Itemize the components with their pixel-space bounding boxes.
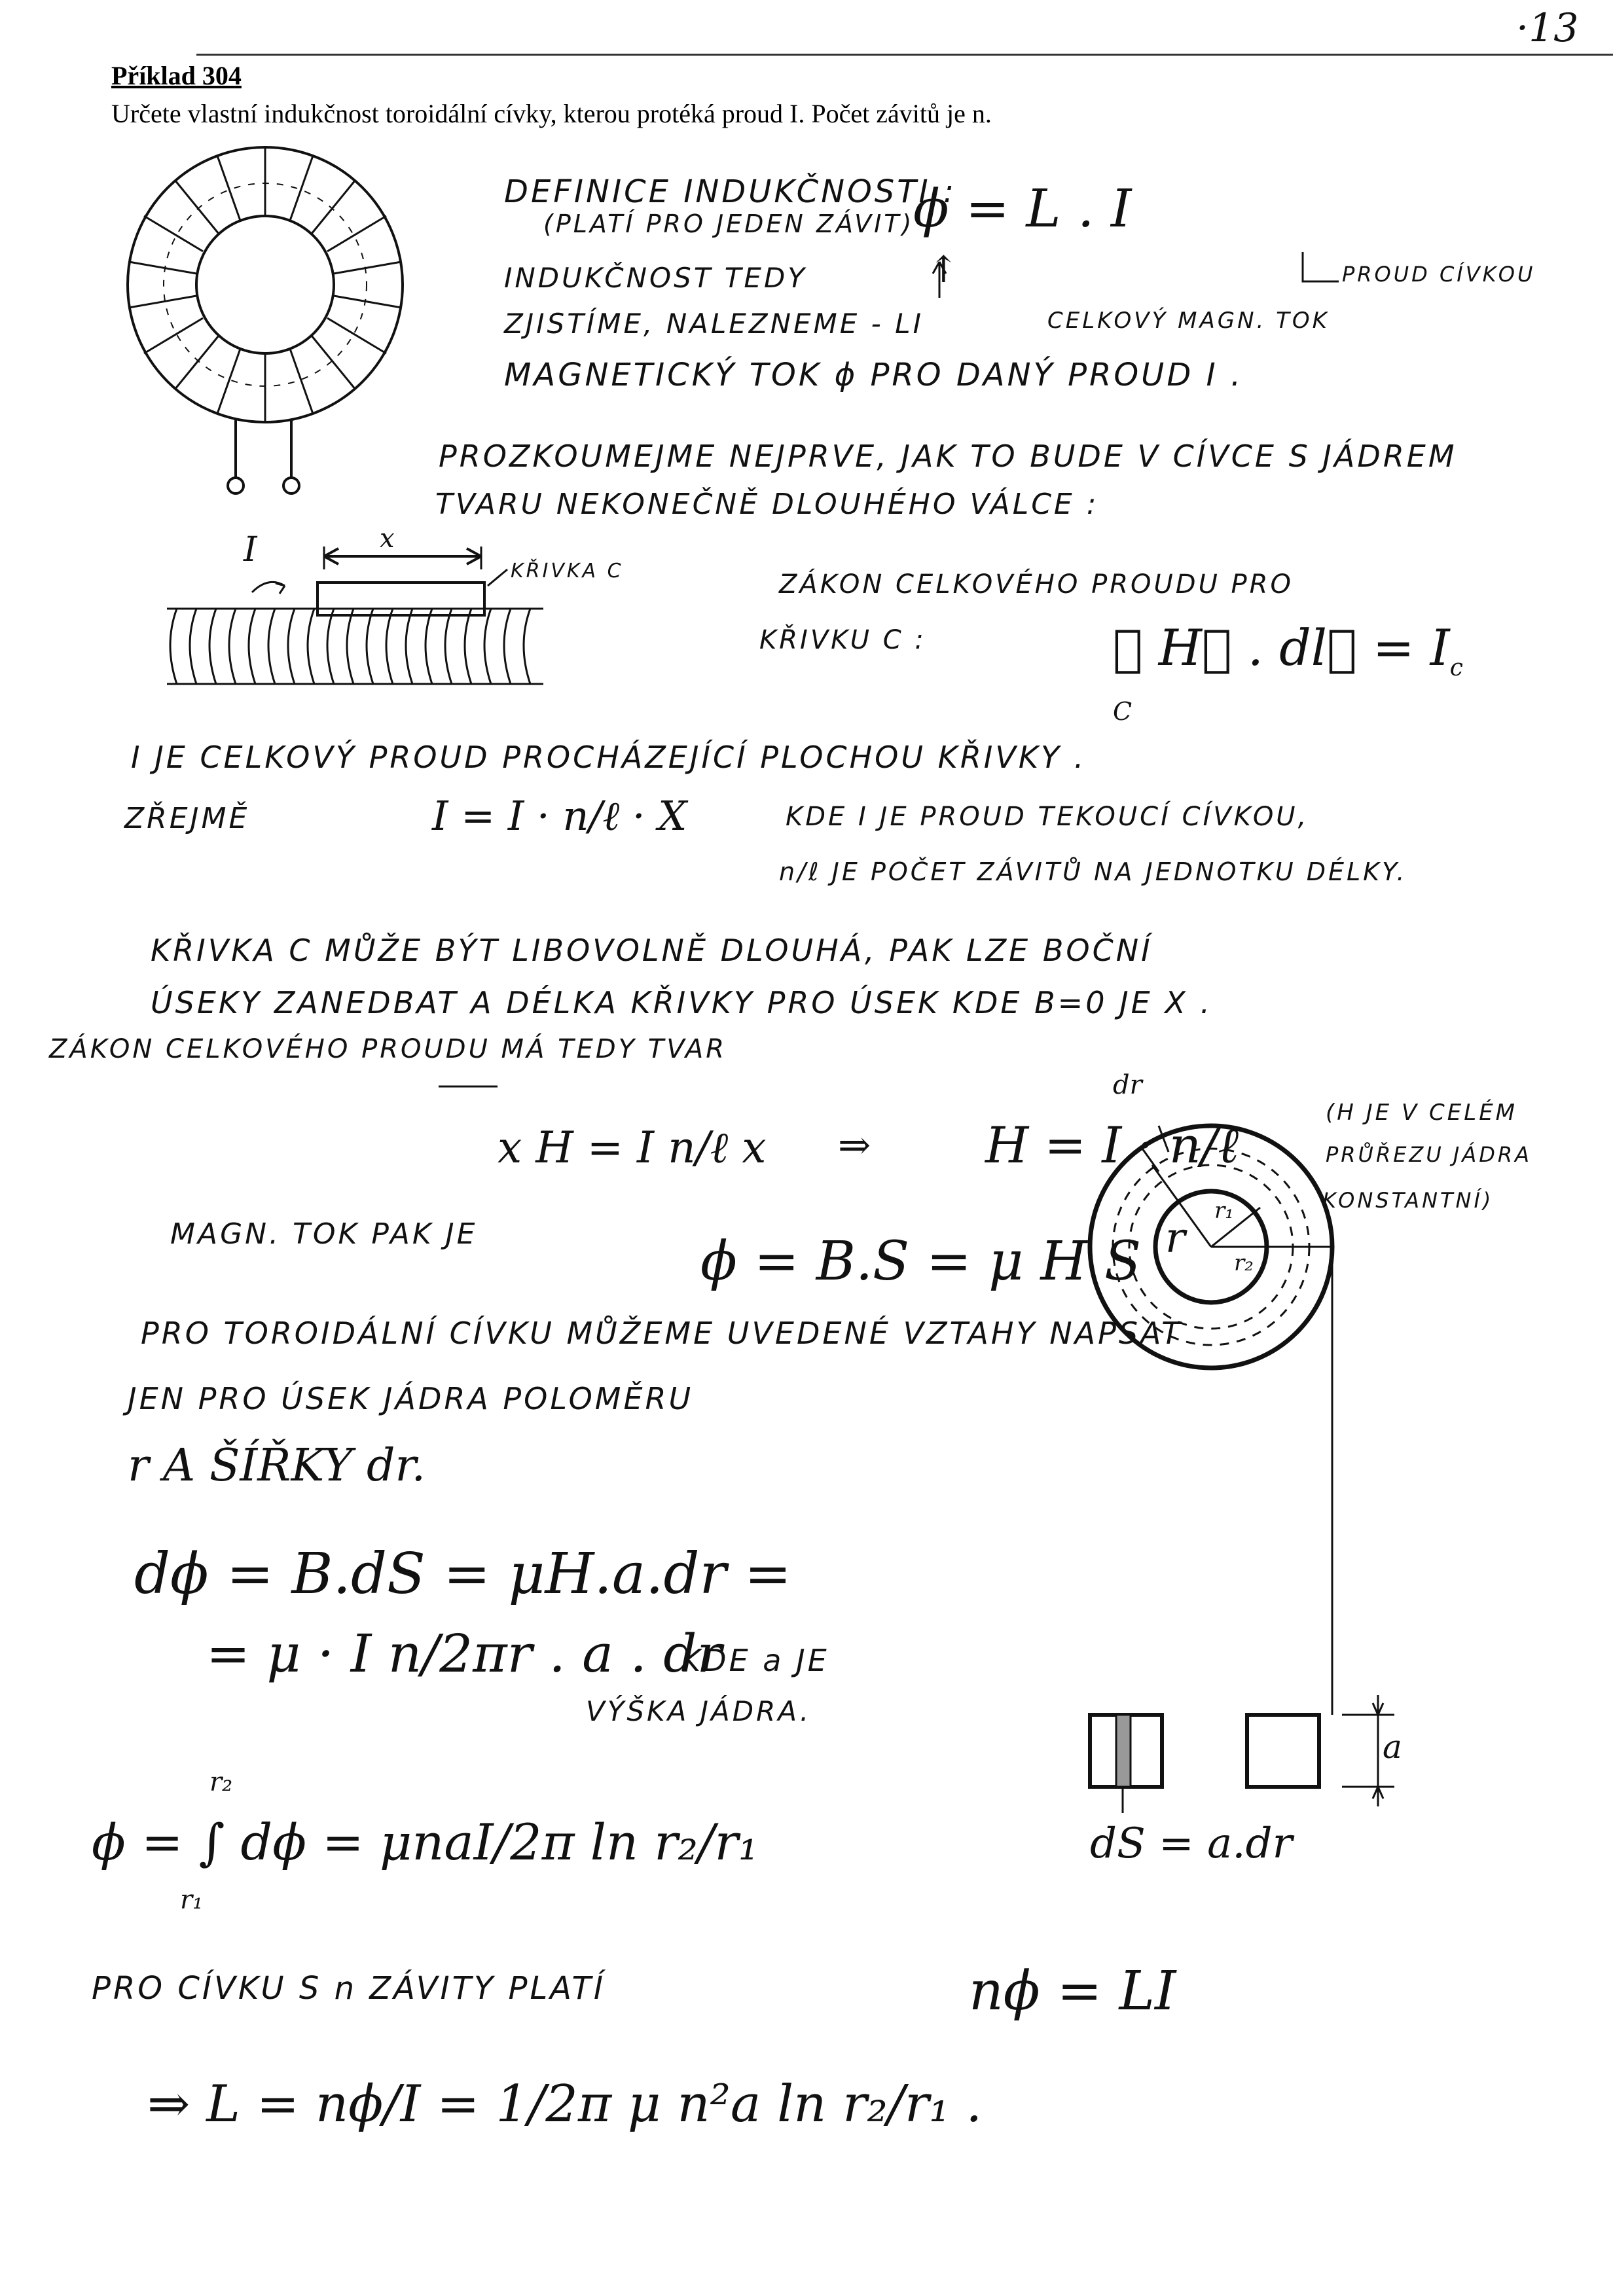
text-magnetic-flux: MAGNETICKÝ TOK ϕ PRO DANÝ PROUD I . [504, 357, 1244, 393]
page-number: ·13 [1516, 5, 1579, 51]
note-h-constant-1: (H JE V CELÉM [1326, 1100, 1518, 1126]
toroid-top-view-diagram [1090, 1126, 1332, 1715]
task-text: Určete vlastní indukčnost toroidální cívky, kterou protéká proud I. Počet závitů je n. [111, 99, 992, 128]
label-ds: dS = a.dr [1090, 1820, 1293, 1868]
text-definition-note: (PLATÍ PRO JEDEN ZÁVIT) [543, 209, 915, 238]
text-curve-c: KŘIVKU C : [759, 625, 926, 655]
text-coil-n-turns: PRO CÍVKU S n ZÁVITY PLATÍ [92, 1970, 606, 2007]
label-height-a: a [1383, 1728, 1402, 1766]
core-cross-section-diagram [1090, 1695, 1394, 1813]
equation-xh: x H = I n/ℓ x [498, 1122, 767, 1173]
equation-flux-definition: ϕ = L . I [913, 178, 1132, 239]
note-h-constant-3: KONSTANTNÍ) [1322, 1188, 1494, 1213]
equation-ampere-contour: C [1113, 697, 1133, 726]
text-definition: DEFINICE INDUKČNOSTI : [504, 173, 957, 210]
equation-n-flux: nϕ = LI [969, 1960, 1176, 2022]
example-title: Příklad 304 [111, 61, 242, 90]
text-ampere-law: ZÁKON CELKOVÉHO PROUDU PRO [779, 569, 1294, 600]
label-r: r [1165, 1214, 1186, 1263]
equation-implies: ⇒ [838, 1122, 871, 1168]
equation-dphi-2: = μ · I n/2πr . a . dr [206, 1623, 722, 1684]
solenoid-x-label: x [380, 524, 395, 554]
equation-ampere: ∮ H⃗ . dl⃗ = $I_c$ [1113, 619, 1463, 682]
text-find: ZJISTÍME, NALEZNEME - LI [504, 308, 924, 340]
text-enclosed-current: I JE CELKOVÝ PROUD PROCHÁZEJÍCÍ PLOCHOU KŘIVKY . [131, 740, 1087, 775]
equation-total-flux: ϕ = ∫ dϕ = μnaI/2π ln r₂/r₁ [92, 1813, 759, 1871]
text-toroid-coil: PRO TOROIDÁLNÍ CÍVKU MŮŽEME UVEDENÉ VZTAHY NAPSAT [141, 1316, 1183, 1351]
equation-integral-upper: r₂ [209, 1767, 233, 1797]
equation-dphi: dϕ = B.dS = μH.a.dr = [134, 1541, 792, 1607]
text-inductance-then: INDUKČNOST TEDY [504, 262, 807, 294]
equation-inductance-result: ⇒ L = nϕ/I = 1/2π μ n²a ln r₂/r₁ . [147, 2075, 983, 2134]
equation-enclosed-current: I = I · n/ℓ · X [432, 792, 687, 840]
text-where-current: KDE I JE PROUD TEKOUCÍ CÍVKOU, [786, 802, 1309, 832]
arrow-up: ↑ [928, 249, 959, 291]
text-flux-then: MAGN. TOK PAK JE [170, 1217, 478, 1251]
solenoid-current-label: I [244, 530, 257, 569]
text-core-height: VÝŠKA JÁDRA. [586, 1695, 812, 1727]
text-obviously: ZŘEJMĚ [124, 802, 250, 835]
text-neglect-sides: ÚSEKY ZANEDBAT A DÉLKA KŘIVKY PRO ÚSEK KDE B=0 JE X . [151, 985, 1213, 1020]
text-where-a: KDE a JE [681, 1643, 829, 1678]
curve-c-label: KŘIVKA C [511, 560, 624, 583]
label-r2: r₂ [1234, 1250, 1254, 1276]
text-turns-per-length: n/ℓ JE POČET ZÁVITŮ NA JEDNOTKU DÉLKY. [779, 857, 1407, 886]
label-total-flux: CELKOVÝ MAGN. TOK [1047, 308, 1330, 334]
equation-integral-lower: r₁ [180, 1885, 204, 1915]
solenoid-diagram [167, 547, 543, 684]
label-coil-current: PROUD CÍVKOU [1342, 262, 1536, 287]
text-curve-length: KŘIVKA C MŮŽE BÝT LIBOVOLNĚ DLOUHÁ, PAK LZE BOČNÍ [151, 933, 1153, 968]
text-law-form: ZÁKON CELKOVÉHO PROUDU MÁ TEDY TVAR [49, 1034, 727, 1064]
equation-flux-bs: ϕ = B.S = μ H S [700, 1230, 1142, 1293]
label-dr: dr [1113, 1070, 1142, 1100]
note-h-constant-2: PRŮŘEZU JÁDRA [1326, 1142, 1532, 1167]
text-radius-width: r A ŠÍŘKY dr. [128, 1440, 426, 1492]
equation-h: H = I · n/ℓ [985, 1116, 1239, 1174]
text-core-segment: JEN PRO ÚSEK JÁDRA POLOMĚRU [128, 1381, 694, 1416]
text-examine: PROZKOUMEJME NEJPRVE, JAK TO BUDE V CÍVCE S JÁDREM [439, 439, 1457, 474]
text-cylinder: TVARU NEKONEČNĚ DLOUHÉHO VÁLCE : [435, 488, 1099, 521]
toroid-coil-diagram [128, 147, 403, 493]
label-r1: r₁ [1214, 1198, 1234, 1224]
